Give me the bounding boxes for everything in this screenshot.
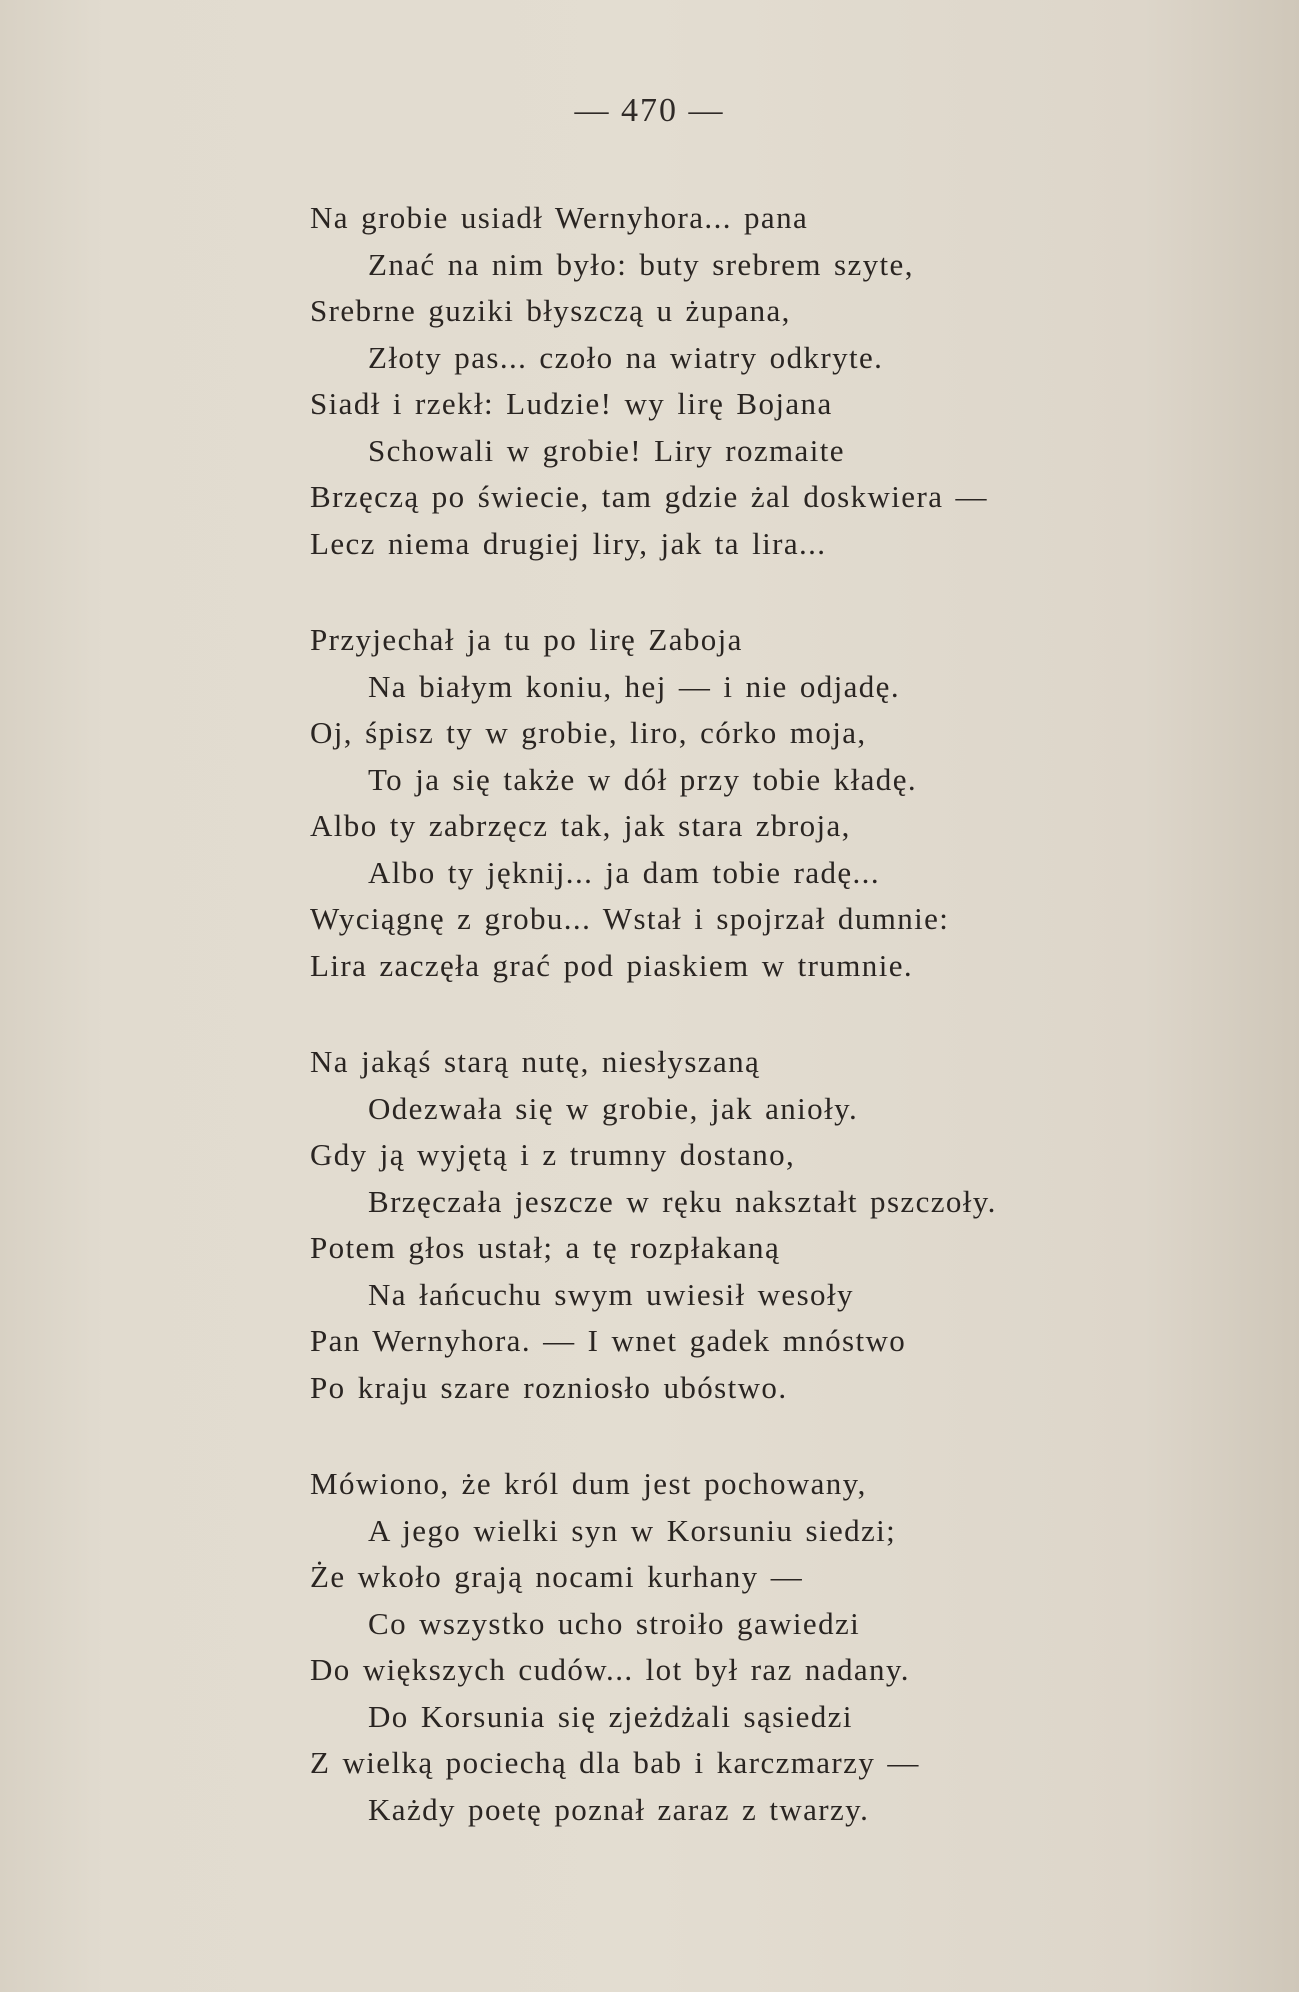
poem-line: Potem głos ustał; a tę rozpłakaną (310, 1230, 781, 1265)
poem-line: Z wielką pociechą dla bab i karczmarzy — (310, 1745, 920, 1780)
poem-line: Na łańcuchu swym uwiesił wesoły (368, 1276, 854, 1312)
poem-line: Na grobie usiadł Wernyhora... pana (310, 200, 809, 235)
poem-line: To ja się także w dół przy tobie kładę. (368, 761, 918, 797)
poem-line: Oj, śpisz ty w grobie, liro, córko moja, (310, 715, 867, 750)
stanza-3 (310, 1039, 1210, 1411)
poem-line: Pan Wernyhora. — I wnet gadek mnóstwo (310, 1323, 907, 1358)
poem-line: Schowali w grobie! Liry rozmaite (368, 432, 845, 468)
poem-line: Lecz niema drugiej liry, jak ta lira... (310, 525, 827, 561)
poem-line: Że wkoło grają nocami kurhany — (310, 1559, 804, 1594)
poem-line: Srebrne guziki błyszczą u żupana, (310, 293, 791, 328)
stanza-2 (310, 617, 1210, 989)
poem-line: Brzęczą po świecie, tam gdzie żal doskwiera — (310, 479, 988, 514)
poem-line: A jego wielki syn w Korsuniu siedzi; (368, 1512, 897, 1548)
poem-line: Co wszystko ucho stroiło gawiedzi (368, 1605, 861, 1641)
poem-line: Wyciągnę z grobu... Wstał i spojrzał dumnie: (310, 901, 950, 936)
poem-line: Przyjechał ja tu po lirę Zaboja (310, 622, 743, 657)
poem-line: Do Korsunia się zjeżdżali sąsiedzi (368, 1698, 853, 1734)
poem-line: Lira zaczęła grać pod piaskiem w trumnie. (310, 947, 914, 983)
poem-line: Złoty pas... czoło na wiatry odkryte. (368, 339, 884, 375)
stanza-1 (310, 195, 1210, 567)
poem-line: Brzęczała jeszcze w ręku nakształt pszczoły. (368, 1183, 997, 1219)
page-number: — 470 — (574, 92, 725, 129)
poem-line: Albo ty zabrzęcz tak, jak stara zbroja, (310, 808, 851, 843)
poem-line: Znać na nim było: buty srebrem szyte, (368, 246, 914, 282)
poem-line: Mówiono, że król dum jest pochowany, (310, 1466, 867, 1501)
poem-line: Siadł i rzekł: Ludzie! wy lirę Bojana (310, 386, 833, 421)
poem-line: Na białym koniu, hej — i nie odjadę. (368, 668, 900, 704)
poem-line: Gdy ją wyjętą i z trumny dostano, (310, 1137, 796, 1172)
poem-line: Na jakąś starą nutę, niesłyszaną (310, 1044, 761, 1079)
poem-line: Odezwała się w grobie, jak anioły. (368, 1090, 859, 1126)
poem-line: Każdy poetę poznał zaraz z twarzy. (368, 1791, 870, 1827)
poem-line: Do większych cudów... lot był raz nadany. (310, 1652, 910, 1687)
poem-text (310, 195, 1210, 1883)
stanza-4 (310, 1461, 1210, 1833)
poem-line: Albo ty jęknij... ja dam tobie radę... (368, 854, 880, 890)
poem-line: Po kraju szare rozniosło ubóstwo. (310, 1369, 788, 1405)
